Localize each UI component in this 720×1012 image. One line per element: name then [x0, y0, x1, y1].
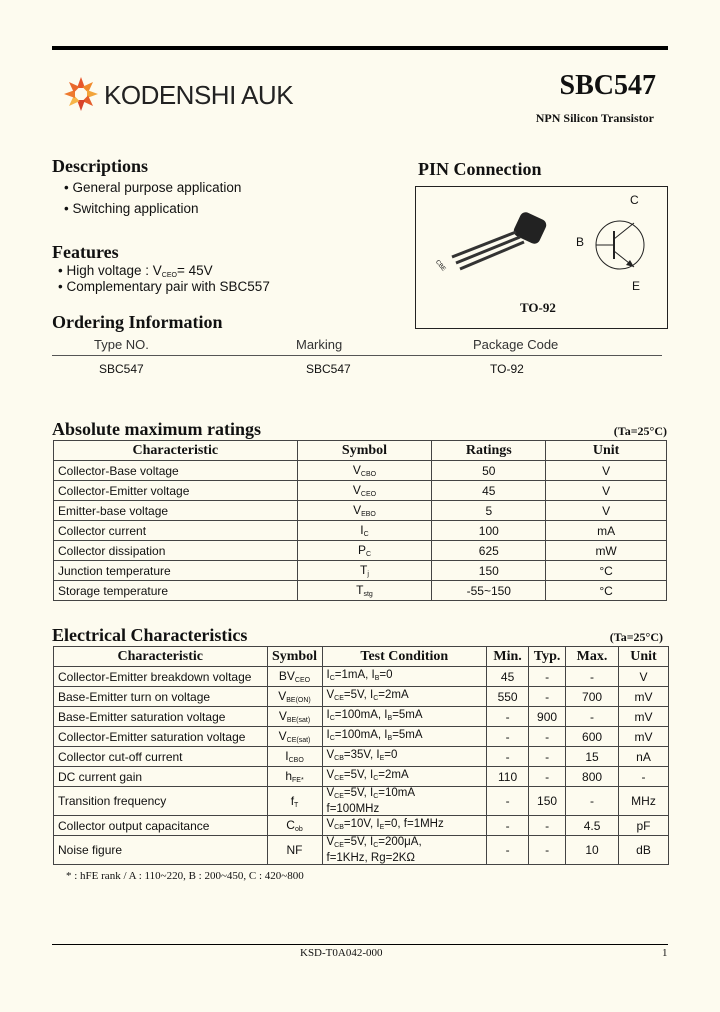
symbol-subscript: CBO [288, 757, 304, 764]
condition-text: =0 [384, 748, 398, 761]
condition-text: =5V, I [343, 688, 374, 701]
typ-cell: - [529, 836, 566, 865]
pin-connection-box [415, 186, 668, 329]
header-cell: Symbol [297, 441, 432, 461]
symbol-text: f [290, 793, 295, 808]
table-row [54, 521, 667, 541]
characteristic-cell: Collector-Base voltage [54, 461, 298, 481]
symbol-cell [267, 667, 322, 687]
hfe-rank-footnote: * : hFE rank / A : 110~220, B : 200~450, C : 420~800 [66, 870, 304, 882]
header-cell: Symbol [267, 647, 322, 667]
symbol-text: V [353, 503, 362, 517]
features-title: Features [52, 242, 119, 262]
abs-max-condition: (Ta=25°C) [613, 424, 667, 438]
characteristic-cell: Collector output capacitance [54, 816, 268, 836]
rating-cell: 5 [432, 501, 546, 521]
symbol-cell [267, 687, 322, 707]
table-row [54, 667, 669, 687]
rating-cell: 50 [432, 461, 546, 481]
max-cell: - [566, 667, 619, 687]
symbol-cell [267, 727, 322, 747]
abs-max-title: Absolute maximum ratings [52, 419, 262, 439]
feature-complementary: • Complementary pair with SBC557 [58, 279, 270, 294]
condition-text: =0, f=1MHz [384, 817, 444, 830]
symbol-text: T [360, 563, 368, 577]
symbol-text: BV [278, 669, 295, 683]
condition-subscript: C [373, 842, 379, 849]
condition-text: =5V, I [343, 836, 374, 848]
characteristic-cell: Storage temperature [54, 581, 298, 601]
test-condition-cell [322, 707, 487, 727]
typ-cell: - [529, 667, 566, 687]
condition-subscript: B [387, 714, 393, 722]
symbol-cell [267, 836, 322, 865]
header-cell: Test Condition [322, 647, 487, 667]
top-rule [52, 46, 668, 50]
table-row [54, 707, 669, 727]
header-cell: Unit [619, 647, 669, 667]
symbol-text: T [356, 583, 364, 597]
condition-text: V [326, 688, 335, 701]
header-cell: Min. [487, 647, 529, 667]
condition-text: =5mA [392, 728, 423, 741]
characteristic-cell: Collector dissipation [54, 541, 298, 561]
condition-subscript: E [379, 823, 385, 831]
condition-subscript: B [374, 674, 380, 682]
condition-text: =10V, I [343, 817, 380, 830]
symbol-subscript: BE(sat) [286, 717, 311, 724]
symbol-cell [267, 787, 322, 816]
symbol-subscript: CEO [294, 677, 311, 684]
rating-cell: -55~150 [432, 581, 546, 601]
header-cell: Ratings [432, 441, 546, 461]
symbol-text: V [278, 709, 287, 723]
test-condition-cell [322, 787, 487, 816]
symbol-text: V [278, 729, 287, 743]
symbol-cell [297, 461, 432, 481]
elec-body [54, 667, 669, 865]
typ-cell: 900 [529, 707, 566, 727]
unit-cell: V [546, 461, 667, 481]
symbol-subscript: stg [363, 591, 373, 598]
typ-cell: - [529, 816, 566, 836]
max-cell: 700 [566, 687, 619, 707]
table-row [54, 581, 667, 601]
condition-text: =100mA, I [334, 728, 388, 741]
characteristic-cell: Noise figure [54, 836, 268, 865]
abs-max-body [54, 461, 667, 601]
table-row [54, 541, 667, 561]
test-condition-cell [322, 687, 487, 707]
condition-subscript: B [387, 734, 393, 742]
condition-text: I [326, 708, 330, 721]
condition-subscript: C [329, 734, 335, 742]
condition-text: V [326, 768, 335, 781]
min-cell: - [487, 787, 529, 816]
table-row [54, 461, 667, 481]
condition-text: =1mA, I [334, 668, 375, 681]
table-row [54, 727, 669, 747]
table-row [54, 767, 669, 787]
elec-condition: (Ta=25°C) [609, 630, 663, 644]
test-condition-cell [322, 747, 487, 767]
condition-subscript: CB [334, 823, 344, 831]
condition-subscript: CE [334, 694, 344, 702]
descriptions-title: Descriptions [52, 156, 148, 176]
min-cell: 550 [487, 687, 529, 707]
characteristic-cell: Collector current [54, 521, 298, 541]
symbol-subscript: C [363, 531, 369, 538]
max-cell: 15 [566, 747, 619, 767]
bottom-rule [52, 944, 668, 945]
symbol-text: NF [286, 843, 303, 857]
symbol-text: C [286, 818, 295, 832]
symbol-cell [297, 521, 432, 541]
condition-text: V [326, 817, 335, 830]
unit-cell: V [546, 481, 667, 501]
symbol-text: P [357, 543, 366, 557]
unit-cell: mA [546, 521, 667, 541]
condition-subscript: C [373, 774, 379, 782]
kodenshi-logo-icon [63, 76, 99, 112]
header-cell: Characteristic [54, 441, 298, 461]
condition-subscript: C [373, 793, 379, 800]
symbol-subscript: j [367, 571, 369, 578]
symbol-cell [267, 747, 322, 767]
part-subtitle: NPN Silicon Transistor [535, 111, 654, 125]
unit-cell: °C [546, 561, 667, 581]
pin-c-label: C [630, 193, 639, 207]
symbol-subscript: C [365, 551, 372, 558]
characteristic-cell: Collector-Emitter breakdown voltage [54, 667, 268, 687]
condition-text-line2: f=1KHz, Rg=2KΩ [326, 852, 416, 864]
rating-cell: 625 [432, 541, 546, 561]
test-condition-cell [322, 727, 487, 747]
max-cell: 800 [566, 767, 619, 787]
unit-cell: - [619, 767, 669, 787]
condition-text: I [326, 728, 330, 741]
brand-name: KODENSHI AUK [104, 80, 294, 110]
condition-text: =200μA, [378, 836, 422, 848]
test-condition-cell [322, 667, 487, 687]
symbol-text: I [360, 523, 364, 537]
unit-cell: mV [619, 707, 669, 727]
ordering-header-package: Package Code [473, 337, 559, 352]
header-cell: Unit [546, 441, 667, 461]
symbol-cell [297, 481, 432, 501]
symbol-subscript: BE(ON) [286, 697, 311, 704]
symbol-subscript: CEO [360, 491, 377, 498]
unit-cell: V [546, 501, 667, 521]
typ-cell: - [529, 727, 566, 747]
unit-cell: °C [546, 581, 667, 601]
condition-text: =5V, I [343, 768, 374, 781]
symbol-subscript: FE* [292, 777, 304, 784]
ordering-package-value: TO-92 [490, 362, 524, 376]
table-row [54, 787, 669, 816]
symbol-cell [267, 707, 322, 727]
condition-subscript: CE [334, 774, 344, 782]
leg-labels: CBE [433, 259, 447, 273]
condition-text: =0 [379, 668, 393, 681]
symbol-cell [297, 541, 432, 561]
ordering-marking-value: SBC547 [306, 362, 351, 376]
characteristic-cell: Emitter-base voltage [54, 501, 298, 521]
condition-text: =100mA, I [334, 708, 388, 721]
symbol-cell [267, 816, 322, 836]
symbol-text: I [285, 749, 289, 763]
part-number: SBC547 [559, 70, 656, 101]
abs-max-table [53, 440, 667, 601]
table-row [54, 481, 667, 501]
rating-cell: 100 [432, 521, 546, 541]
condition-subscript: E [379, 754, 385, 762]
rating-cell: 150 [432, 561, 546, 581]
condition-subscript: CB [334, 754, 344, 762]
rating-cell: 45 [432, 481, 546, 501]
symbol-text: V [352, 483, 361, 497]
unit-cell: V [619, 667, 669, 687]
min-cell: - [487, 816, 529, 836]
pin-b-label: B [576, 235, 585, 249]
unit-cell: mW [546, 541, 667, 561]
unit-cell: mV [619, 687, 669, 707]
elec-table [53, 646, 669, 865]
feature-high-voltage: • High voltage : $V_{CEO}= 45V$ [58, 263, 213, 279]
symbol-cell [267, 767, 322, 787]
condition-text: =10mA [378, 787, 416, 799]
package-label: TO-92 [520, 300, 556, 315]
header-cell: Max. [566, 647, 619, 667]
table-header-row [54, 647, 669, 667]
description-item: • General purpose application [64, 180, 242, 195]
typ-cell: - [529, 687, 566, 707]
symbol-cell [297, 581, 432, 601]
unit-cell: pF [619, 816, 669, 836]
min-cell: - [487, 747, 529, 767]
condition-text: =5mA [392, 708, 423, 721]
condition-text: V [326, 836, 335, 848]
typ-cell: - [529, 747, 566, 767]
ordering-type-value: SBC547 [99, 362, 144, 376]
table-row [54, 816, 669, 836]
table-row [54, 687, 669, 707]
characteristic-cell: Collector cut-off current [54, 747, 268, 767]
pin-connection-title: PIN Connection [418, 159, 542, 179]
max-cell: 600 [566, 727, 619, 747]
ordering-header-marking: Marking [296, 337, 343, 352]
typ-cell: 150 [529, 787, 566, 816]
max-cell: - [566, 787, 619, 816]
symbol-cell [297, 501, 432, 521]
symbol-text: h [285, 769, 293, 783]
condition-text: =2mA [378, 768, 409, 781]
ordering-rule [52, 355, 662, 356]
condition-text: V [326, 748, 335, 761]
condition-subscript: C [329, 674, 335, 682]
characteristic-cell: DC current gain [54, 767, 268, 787]
min-cell: - [487, 727, 529, 747]
symbol-text: V [278, 689, 287, 703]
npn-symbol-icon [592, 215, 652, 275]
condition-subscript: CE [334, 842, 344, 849]
characteristic-cell: Collector-Emitter voltage [54, 481, 298, 501]
pin-e-label: E [632, 279, 641, 293]
condition-text-line2: f=100MHz [326, 803, 380, 815]
test-condition-cell [322, 816, 487, 836]
page-number: 1 [662, 947, 668, 959]
test-condition-cell [322, 767, 487, 787]
table-row [54, 836, 669, 865]
characteristic-cell: Base-Emitter turn on voltage [54, 687, 268, 707]
symbol-subscript: T [294, 801, 299, 809]
unit-cell: dB [619, 836, 669, 865]
min-cell: - [487, 707, 529, 727]
condition-text: =35V, I [343, 748, 380, 761]
min-cell: 110 [487, 767, 529, 787]
max-cell: - [566, 707, 619, 727]
max-cell: 4.5 [566, 816, 619, 836]
characteristic-cell: Base-Emitter saturation voltage [54, 707, 268, 727]
header-cell: Typ. [529, 647, 566, 667]
min-cell: 45 [487, 667, 529, 687]
unit-cell: nA [619, 747, 669, 767]
ordering-header-type: Type NO. [94, 337, 149, 352]
condition-subscript: C [373, 694, 379, 702]
table-row [54, 501, 667, 521]
doc-code: KSD-T0A042-000 [300, 947, 383, 959]
unit-cell: mV [619, 727, 669, 747]
min-cell: - [487, 836, 529, 865]
symbol-subscript: EBO [361, 511, 376, 518]
typ-cell: - [529, 767, 566, 787]
symbol-subscript: ob [294, 826, 303, 833]
condition-text: V [326, 787, 335, 799]
table-header-row [54, 441, 667, 461]
max-cell: 10 [566, 836, 619, 865]
table-row [54, 561, 667, 581]
elec-title: Electrical Characteristics [52, 625, 248, 645]
header-cell: Characteristic [54, 647, 268, 667]
table-row [54, 747, 669, 767]
condition-subscript: CE [334, 793, 344, 800]
characteristic-cell: Junction temperature [54, 561, 298, 581]
description-item: • Switching application [64, 201, 199, 216]
symbol-subscript: CBO [360, 471, 377, 478]
symbol-text: V [352, 463, 361, 477]
condition-subscript: C [329, 714, 335, 722]
characteristic-cell: Transition frequency [54, 787, 268, 816]
condition-text: I [326, 668, 330, 681]
characteristic-cell: Collector-Emitter saturation voltage [54, 727, 268, 747]
condition-text: =5V, I [343, 787, 374, 799]
symbol-subscript: CE(sat) [286, 737, 311, 744]
ordering-title: Ordering Information [52, 312, 223, 332]
condition-text: =2mA [378, 688, 409, 701]
unit-cell: MHz [619, 787, 669, 816]
test-condition-cell [322, 836, 487, 865]
symbol-cell [297, 561, 432, 581]
